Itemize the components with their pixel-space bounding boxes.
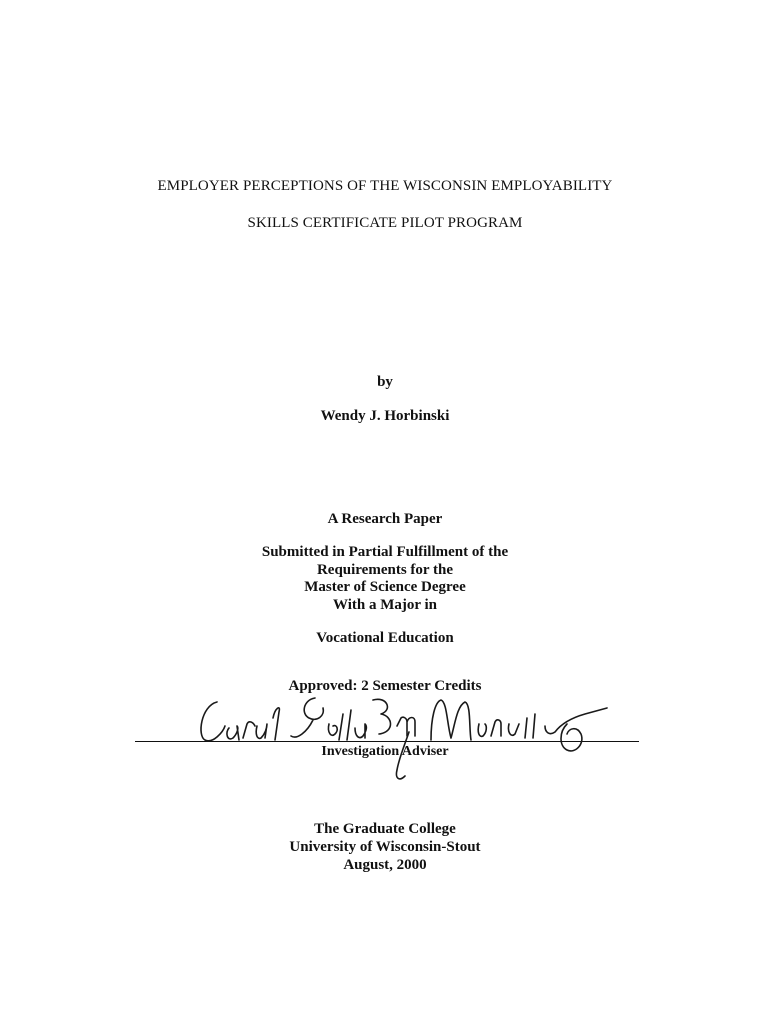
title-line-1: EMPLOYER PERCEPTIONS OF THE WISCONSIN EMPLOYABILITY — [157, 178, 613, 194]
approved-credits: Approved: 2 Semester Credits — [288, 678, 482, 694]
submission-line-2: Requirements for the — [316, 562, 454, 578]
by-label: by — [377, 374, 393, 390]
graduate-college: The Graduate College — [314, 821, 456, 837]
submission-line-3: Master of Science Degree — [304, 579, 466, 595]
handwritten-signature — [195, 688, 615, 793]
major: Vocational Education — [316, 630, 454, 646]
paper-type: A Research Paper — [327, 511, 443, 527]
signature-role: Investigation Adviser — [321, 744, 449, 759]
university-name: University of Wisconsin-Stout — [289, 839, 481, 855]
title-line-2: SKILLS CERTIFICATE PILOT PROGRAM — [247, 215, 523, 231]
submission-line-1: Submitted in Partial Fulfillment of the — [261, 544, 509, 560]
submission-line-4: With a Major in — [332, 597, 438, 613]
author-name: Wendy J. Horbinski — [320, 408, 450, 424]
submission-date: August, 2000 — [343, 857, 427, 873]
